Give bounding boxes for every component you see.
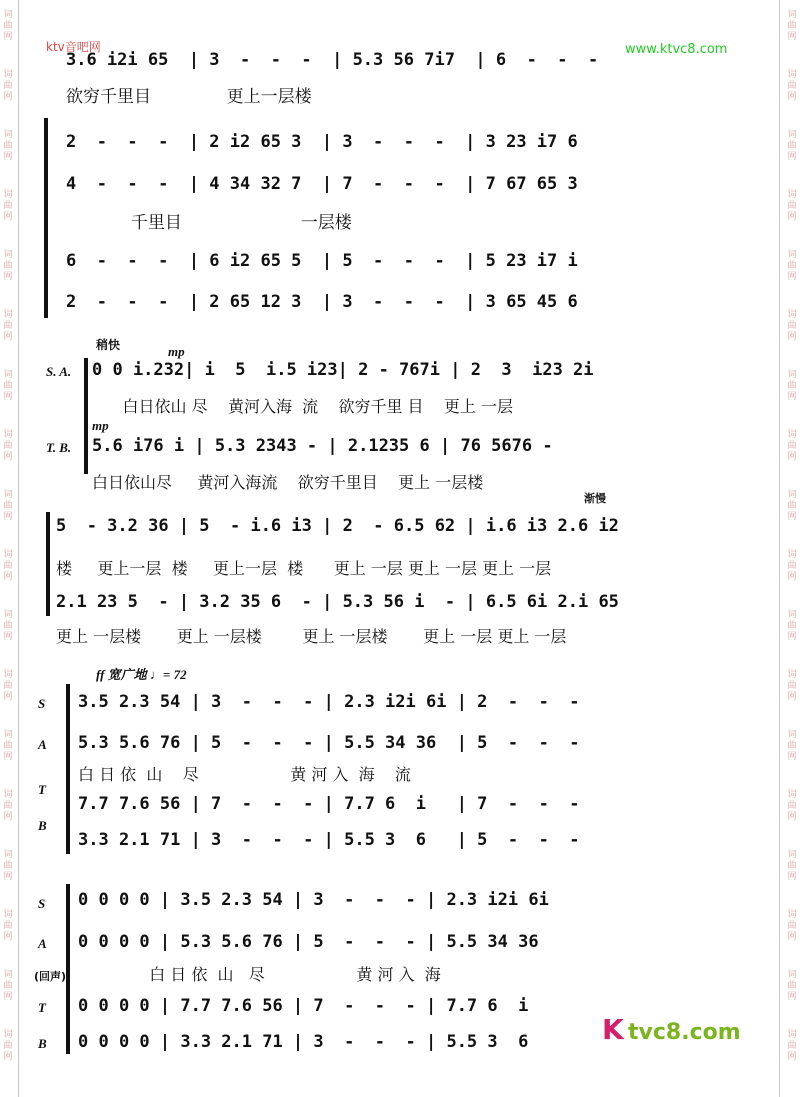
logo-rest: tvc8.com [628, 1020, 741, 1045]
system1-bracket [44, 118, 48, 318]
ktvc8-logo [598, 1005, 744, 1059]
s1-row3-lyric: 千里目 一层楼 [66, 213, 352, 233]
section4-bracket [66, 684, 70, 854]
s5-label-a: A [38, 936, 47, 951]
margin-watermark-text: 词 曲 网 [787, 910, 797, 942]
tb-lyric: 白日依山尽 黄河入海流 欲穷千里目 更上 一层楼 [92, 473, 484, 492]
margin-watermark-text: 词 曲 网 [3, 70, 13, 102]
margin-watermark-text: 词 曲 网 [3, 310, 13, 342]
s4-alto: 5.3 5.6 76 | 5 - - - | 5.5 34 36 | 5 - - - [78, 733, 580, 753]
margin-watermark-text: 词 曲 网 [787, 130, 797, 162]
s1-row4-notes: 6 - - - | 6 i2 65 5 | 5 - - - | 5 23 i7 i [66, 251, 578, 271]
section5-bracket [66, 884, 70, 1054]
s4-label-a: A [38, 737, 47, 752]
left-border [18, 0, 19, 1097]
s5-soprano: 0 0 0 0 | 3.5 2.3 54 | 3 - - - | 2.3 i2i 6i [78, 890, 549, 910]
s4-lyric: 白 日 依 山 尽 黄 河 入 海 流 [78, 765, 411, 784]
margin-watermark-text: 词 曲 网 [3, 670, 13, 702]
margin-watermark-text: 词 曲 网 [3, 490, 13, 522]
section2-bracket [84, 358, 88, 474]
margin-watermark-text: 词 曲 网 [3, 550, 13, 582]
s4-label-t: T [38, 782, 46, 797]
margin-watermark-text: 词 曲 网 [787, 430, 797, 462]
left-watermark-strip [0, 0, 16, 1097]
dynamic-mp-tb: mp [92, 418, 109, 433]
margin-watermark-text: 词 曲 网 [3, 730, 13, 762]
margin-watermark-text: 词 曲 网 [787, 610, 797, 642]
margin-watermark-text: 词 曲 网 [787, 310, 797, 342]
top-left-watermark: ktv音吧网 [46, 40, 101, 54]
s5-label-t: T [38, 1000, 46, 1015]
margin-watermark-text: 词 曲 网 [3, 1030, 13, 1062]
s1-row1-notes: 3.6 i2i 65 | 3 - - - | 5.3 56 7i7 | 6 - - - [66, 50, 599, 70]
s4-label-b: B [38, 818, 47, 833]
s1-row5-notes: 2 - - - | 2 65 12 3 | 3 - - - | 3 65 45 6 [66, 292, 578, 312]
s3-row1-lyric: 楼 更上一层 楼 更上一层 楼 更上 一层 更上 一层 更上 一层 [56, 559, 552, 578]
sa-label: S. A. [46, 364, 72, 379]
s4-tenor: 7.7 7.6 56 | 7 - - - | 7.7 6 i | 7 - - - [78, 794, 580, 814]
section3-bracket [46, 512, 50, 616]
s5-bass: 0 0 0 0 | 3.3 2.1 71 | 3 - - - | 5.5 3 6 [78, 1032, 529, 1052]
margin-watermark-text: 词 曲 网 [787, 10, 797, 42]
margin-watermark-text: 词 曲 网 [787, 190, 797, 222]
tempo-mark: 稍快 [96, 338, 121, 352]
margin-watermark-text: 词 曲 网 [3, 130, 13, 162]
s4-soprano: 3.5 2.3 54 | 3 - - - | 2.3 i2i 6i | 2 - - - [78, 692, 580, 712]
margin-watermark-text: 词 曲 网 [3, 790, 13, 822]
tb-label: T. B. [46, 440, 72, 455]
margin-watermark-text: 词 曲 网 [3, 250, 13, 282]
s5-alto: 0 0 0 0 | 5.3 5.6 76 | 5 - - - | 5.5 34 36 [78, 932, 539, 952]
s5-lyric: 白 日 依 山 尽 黄 河 入 海 [78, 965, 441, 984]
margin-watermark-text: 词 曲 网 [787, 70, 797, 102]
margin-watermark-text: 词 曲 网 [3, 190, 13, 222]
margin-watermark-text: 词 曲 网 [787, 550, 797, 582]
margin-watermark-text: 词 曲 网 [787, 250, 797, 282]
margin-watermark-text: 词 曲 网 [787, 970, 797, 1002]
margin-watermark-text: 词 曲 网 [3, 10, 13, 42]
tb-notes: 5.6 i76 i | 5.3 2343 - | 2.1235 6 | 76 5676 - [92, 436, 553, 456]
logo-k: K [602, 1013, 624, 1046]
s5-label-echo: (回声) [34, 970, 67, 983]
dynamic-mp-sa: mp [168, 344, 185, 359]
margin-watermark-text: 词 曲 网 [787, 1030, 797, 1062]
sa-notes: 0 0 i.232| i 5 i.5 i23| 2 - 767i | 2 3 i23 2i [92, 360, 594, 380]
margin-watermark-text: 词 曲 网 [3, 370, 13, 402]
s3-row2-notes: 2.1 23 5 - | 3.2 35 6 - | 5.3 56 i - | 6.5 6i 2.i 65 [56, 592, 619, 612]
ritardando-mark: 渐慢 [584, 492, 606, 505]
margin-watermark-text: 词 曲 网 [3, 910, 13, 942]
margin-watermark-text: 词 曲 网 [3, 850, 13, 882]
margin-watermark-text: 词 曲 网 [787, 790, 797, 822]
s1-row2-notes: 2 - - - | 2 i2 65 3 | 3 - - - | 3 23 i7 6 [66, 132, 578, 152]
right-border [779, 0, 780, 1097]
s3-row1-notes: 5 - 3.2 36 | 5 - i.6 i3 | 2 - 6.5 62 | i.6 i3 2.6 i2 [56, 516, 619, 536]
s5-tenor: 0 0 0 0 | 7.7 7.6 56 | 7 - - - | 7.7 6 i [78, 996, 529, 1016]
margin-watermark-text: 词 曲 网 [787, 850, 797, 882]
margin-watermark-text: 词 曲 网 [787, 670, 797, 702]
margin-watermark-text: 词 曲 网 [787, 490, 797, 522]
s4-bass: 3.3 2.1 71 | 3 - - - | 5.5 3 6 | 5 - - - [78, 830, 580, 850]
top-right-url: www.ktvc8.com [625, 42, 728, 57]
sa-lyric: 白日依山 尽 黄河入海 流 欲穷千里 目 更上 一层 [92, 397, 513, 416]
s1-row3-notes: 4 - - - | 4 34 32 7 | 7 - - - | 7 67 65 3 [66, 174, 578, 194]
margin-watermark-text: 词 曲 网 [787, 730, 797, 762]
s3-row2-lyric: 更上 一层楼 更上 一层楼 更上 一层楼 更上 一层 更上 一层 [56, 627, 567, 646]
right-watermark-strip [784, 0, 800, 1097]
s4-label-s: S [38, 696, 46, 711]
margin-watermark-text: 词 曲 网 [3, 610, 13, 642]
tempo-dynamic-marking: ff 宽广地 ♩= 72 [96, 667, 187, 682]
s5-label-b: B [38, 1036, 47, 1051]
margin-watermark-text: 词 曲 网 [787, 370, 797, 402]
s1-row1-lyric: 欲穷千里目 更上一层楼 [66, 87, 312, 107]
s5-label-s: S [38, 896, 46, 911]
margin-watermark-text: 词 曲 网 [3, 970, 13, 1002]
margin-watermark-text: 词 曲 网 [3, 430, 13, 462]
